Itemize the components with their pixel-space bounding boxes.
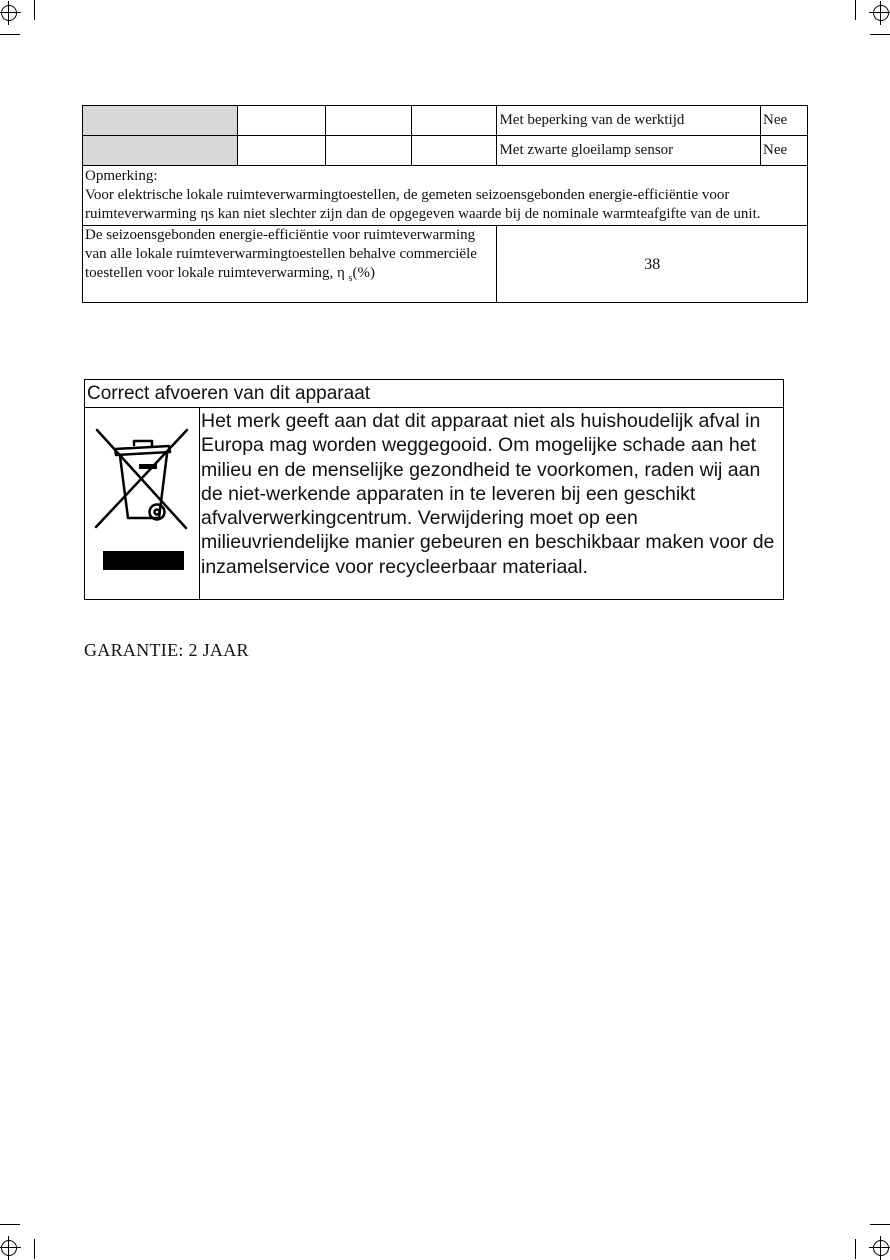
efficiency-label: De seizoensgebonden energie-efficiëntie voor ruimteverwarming van alle lokale ruimteverwarmingtoestellen behalve commerciële toestellen voor lokale ruimteverwarming, η bbox=[85, 227, 477, 281]
empty-cell bbox=[411, 106, 497, 136]
empty-cell bbox=[83, 136, 238, 166]
row-value: Nee bbox=[761, 136, 808, 166]
row-label: Met zwarte gloeilamp sensor bbox=[497, 136, 761, 166]
efficiency-label-cell bbox=[83, 226, 497, 303]
weee-text: Het merk geeft aan dat dit apparaat niet als huishoudelijk afval in Europa mag worden weggegooid. Om mogelijke schade aan het milieu en de menselijke gezondheid te voorkomen, raden wij aan de niet-werkende apparaten in te leveren bij een geschikt afvalverwerkingcentrum. Verwijdering moet op een milieuvriendelijke manier gebeuren en beschikbaar maken voor de inzamelservice voor recycleerbaar materiaal. bbox=[201, 410, 775, 578]
efficiency-unit: (%) bbox=[352, 265, 376, 281]
weee-body bbox=[85, 408, 783, 599]
empty-cell bbox=[325, 136, 411, 166]
weee-disposal-box bbox=[84, 379, 784, 600]
empty-cell bbox=[237, 136, 325, 166]
table-row bbox=[83, 106, 808, 136]
note-row bbox=[83, 166, 808, 226]
empty-cell bbox=[237, 106, 325, 136]
empty-cell bbox=[411, 136, 497, 166]
registration-mark-icon bbox=[873, 1240, 889, 1256]
crossed-out-wheelie-bin-icon bbox=[85, 408, 199, 600]
weee-title: Correct afvoeren van dit apparaat bbox=[85, 380, 783, 408]
registration-mark-icon bbox=[1, 1240, 17, 1256]
empty-cell bbox=[325, 106, 411, 136]
spec-table bbox=[82, 105, 808, 303]
empty-cell bbox=[83, 106, 238, 136]
note-cell bbox=[83, 166, 808, 226]
weee-icon-cell bbox=[85, 408, 200, 599]
row-label: Met beperking van de werktijd bbox=[497, 106, 761, 136]
efficiency-subscript: s bbox=[348, 273, 353, 284]
note-heading: Opmerking: bbox=[85, 168, 158, 184]
table-row bbox=[83, 136, 808, 166]
registration-mark-icon bbox=[1, 5, 17, 21]
efficiency-value: 38 bbox=[497, 226, 808, 303]
row-value: Nee bbox=[761, 106, 808, 136]
registration-mark-icon bbox=[873, 5, 889, 21]
note-text: Voor elektrische lokale ruimteverwarmingtoestellen, de gemeten seizoensgebonden energie-efficiëntie voor ruimteverwarming ηs kan niet slechter zijn dan de opgegeven waarde bij de nominale warmteafgifte van de unit. bbox=[85, 187, 761, 222]
warranty-text: GARANTIE: 2 JAAR bbox=[84, 640, 249, 660]
efficiency-row bbox=[83, 226, 808, 303]
